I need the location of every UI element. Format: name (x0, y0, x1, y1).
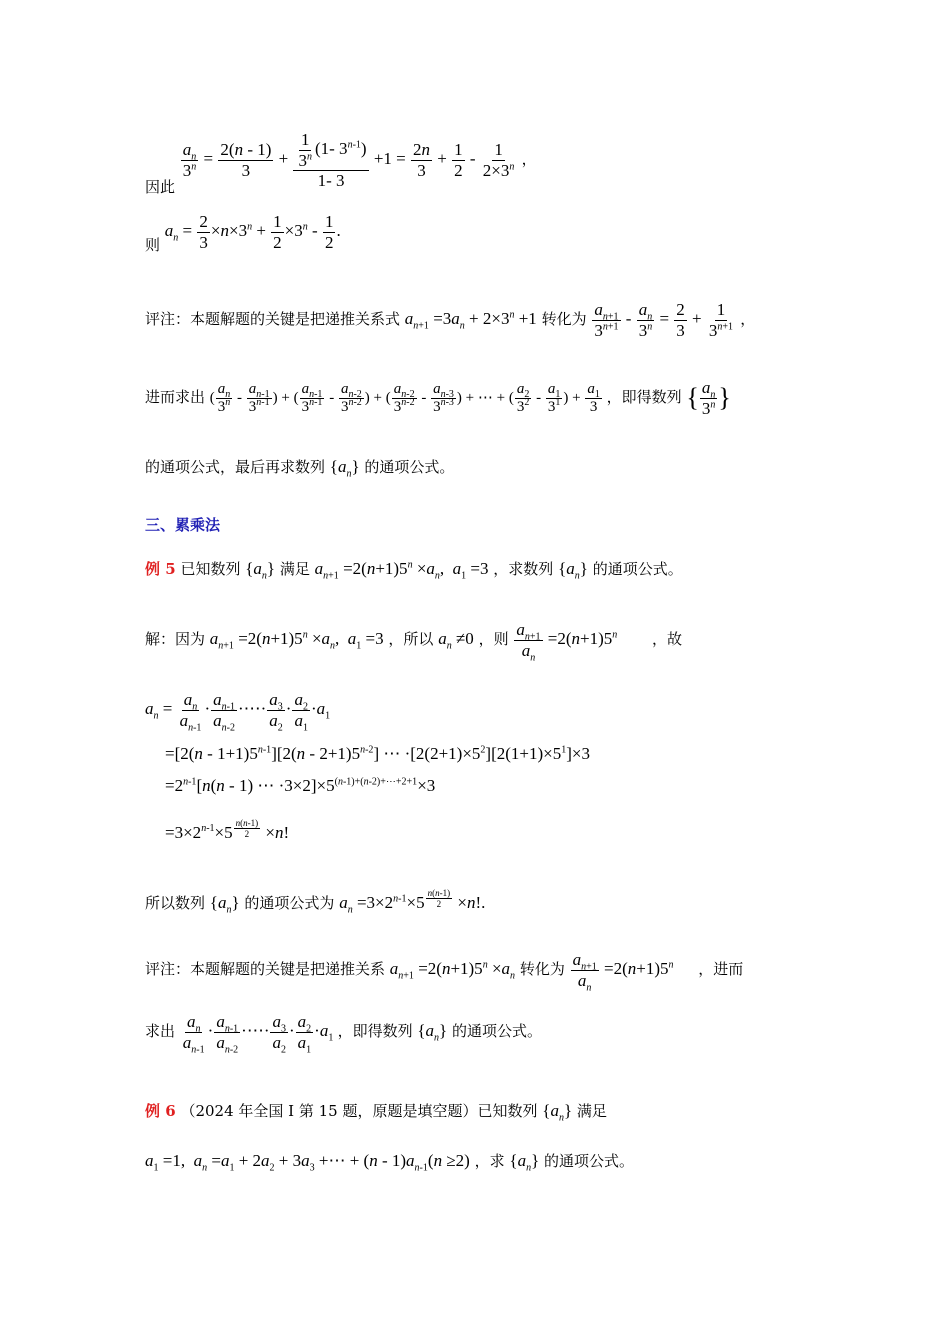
note2-text-b: 转化为 (519, 959, 565, 978)
note1 (145, 300, 755, 340)
note1b-text-a: 进而求出 (145, 387, 206, 406)
text-lead: 因此 (145, 178, 176, 197)
formula-transformed-1: $\frac{a_{n+1}}{3^{n+1}}$ - $\frac{a_n}{3^n}$ = $\frac{2}{3}$ + $\frac{1}{3^{n+1}}$ (594, 300, 734, 340)
line-inyin (145, 130, 537, 197)
ex5-text-d: 的通项公式。 (592, 560, 683, 578)
note1c-text-a: 的通项公式，最后再求数列 (145, 458, 326, 476)
note1-text-b: 转化为 (541, 309, 587, 328)
ex5-text-b: 满足 (279, 560, 310, 578)
formula-set-an: $\{a_n\}$ (209, 892, 240, 916)
formula-an-over-3n: $\frac{a_n}{3^n}$ = $\frac{2(n - 1)}{3}$ + $\frac{1}{3^n}$ (1- 3$^{n-1}$) 1- 3 +1 = $\frac{2n}{3}$ + $\frac{1}{2}$ - $\frac{1}{2\times 3^n}$ (182, 130, 515, 191)
formula-telescoping-sum: ( $\frac{a_n}{3^n}$ - $\frac{a_{n-1}}{3^{n-1}}$ ) + ( $\frac{a_{n-1}}{3^{n-1}}$ - $\frac{a_{n-2}}{3^{n-2}}$ ) + ( $\frac{a_{n-2}}{3^{n-2}}$ - $\frac{a_{n-3}}{3^{n-3}}$ ) + ⋯ + ( $\frac{a_2}{3^2}$ - $\frac{a_1}{3^1}$ ) + $\frac{a_1}{3}$ (209, 380, 600, 416)
example-5 (145, 558, 683, 582)
note2-text-c: ，进而 (698, 959, 744, 978)
sol5-text-c: ，则 (478, 629, 509, 648)
formula-set-an: $\{a_n\}$ (509, 1151, 540, 1174)
formula-an-closed: $a_n$ = $\frac{2}{3}$ $\times n\times 3^n$ + $\frac{1}{2}$ $\times 3^n$ - $\frac{1}{2}$ . (164, 212, 341, 252)
formula-set-an: $\{a_n\}$ (245, 559, 276, 582)
formula-set-an: $\{a_n\}$ (329, 457, 360, 480)
example-6b (145, 1150, 635, 1174)
text-lead: 则 (145, 235, 161, 254)
note2-text-a: 评注：本题解题的关键是把递推关系 (145, 959, 386, 978)
note2 (145, 950, 744, 993)
sol5-text-b: ，所以 (388, 629, 434, 648)
note1c-text-b: 的通项公式。 (364, 458, 455, 476)
formula-ratio: $\frac{a_{n+1}}{a_n}$ $=2(n+1)5^n$ (516, 620, 618, 663)
formula-set-an-over-3n: { $\frac{a_n}{3^n}$ } (686, 378, 731, 418)
example-6 (145, 1100, 607, 1124)
line-ze (145, 212, 341, 252)
ex5-text-a: 已知数列 (180, 560, 241, 578)
section-heading: 三、累乘法 (145, 516, 221, 534)
derivation-line-3: $=2^{n-1}[n(n - 1)$ ⋯ $\cdot 3\times 2]\times 5^{(n-1)+(n-2)+\cdots+2+1}\times 3$ (165, 776, 436, 795)
sol5-text-a: 解：因为 (145, 629, 206, 648)
text-tail: ， (521, 150, 537, 169)
formula-set-an: $\{a_n\}$ (558, 559, 588, 582)
note1-text-c: ， (740, 309, 756, 328)
note1c (145, 456, 455, 480)
formula-set-an: $\{a_n\}$ (417, 1020, 448, 1044)
formula-recurrence-4: $a_1 =1$, $a_n =a_1 + 2a_2 + 3a_3$ +⋯ + $(n - 1)a_{n-1}(n \ge 2)$ (145, 1151, 470, 1174)
note1-text-a: 评注：本题解题的关键是把递推关系式 (145, 309, 401, 328)
formula-recurrence-2: $a_{n+1} =2(n+1)5^n \times a_n$, $a_1 =3$ (314, 559, 489, 582)
derivation-line-2: $=[2(n - 1+1)5^{n-1}][2(n - 2+1)5^{n-2}]$ ⋯ $\cdot[2(2+1)\times 5^2][2(1+1)\times 5^1]\times 3$ (165, 744, 590, 763)
res5-text-a: 所以数列 (145, 893, 206, 912)
formula-recurrence-3: $a_{n+1} =2(n+1)5^n \times a_n$ (389, 958, 516, 982)
formula-recurrence-2b: $a_{n+1} =2(n+1)5^n \times a_n$, $a_1 =3$ (209, 628, 384, 652)
note1b-text-b: ，即得数列 (606, 387, 682, 406)
solution-5 (145, 620, 683, 663)
formula-an-nonzero: $a_n \ne 0$ (438, 628, 474, 652)
ex6b-text-a: ，求 (474, 1152, 505, 1170)
example-5-label: 例 5 (145, 560, 176, 578)
note1b (145, 378, 731, 418)
ex5-text-c: ，求数列 (493, 560, 554, 578)
formula-ratio-2: $\frac{a_{n+1}}{a_n}$ $=2(n+1)5^n$ (572, 950, 674, 993)
ex6-text-a: （2024 年全国 I 第 15 题，原题是填空题）已知数列 (180, 1102, 538, 1120)
note2b-text-c: 的通项公式。 (452, 1021, 543, 1040)
note2b-text-b: ，即得数列 (337, 1021, 413, 1040)
formula-set-an: $\{a_n\}$ (542, 1101, 573, 1124)
ex6b-text-b: 的通项公式。 (544, 1152, 635, 1170)
formula-an-result: $a_n =3\times 2^{n-1}\times 5$ $^{\frac{n(n-1)}{2}}$ ×n!. (339, 888, 486, 916)
derivation-line-4: $=3\times 2^{n-1}\times 5$ $^{\frac{n(n-1)}{2}}$ ×n! (165, 818, 290, 842)
note2b-text-a: 求出 (145, 1021, 176, 1040)
note2b (145, 1012, 543, 1055)
res5-text-b: 的通项公式为 (244, 893, 335, 912)
formula-recurrence-1: $a_{n+1} =3a_n + 2\times 3^n +1$ (404, 308, 537, 332)
formula-product: $\frac{a_n}{a_{n-1}}$ · $\frac{a_{n-1}}{a_{n-2}}$ ·⋯· $\frac{a_3}{a_2}$ · $\frac{a_2}{a_1}$ $\cdot a_1$ (182, 1012, 334, 1055)
example-6-label: 例 6 (145, 1102, 176, 1120)
result-5 (145, 888, 486, 916)
sol5-text-d: ，故 (652, 629, 683, 648)
derivation-line-1: $a_n$ = $\frac{a_n}{a_{n-1}}$ · $\frac{a_{n-1}}{a_{n-2}}$ ·⋯· $\frac{a_3}{a_2}$ · $\frac{a_2}{a_1}$ $\cdot a_1$ (145, 690, 331, 733)
ex6-text-b: 满足 (576, 1102, 607, 1120)
